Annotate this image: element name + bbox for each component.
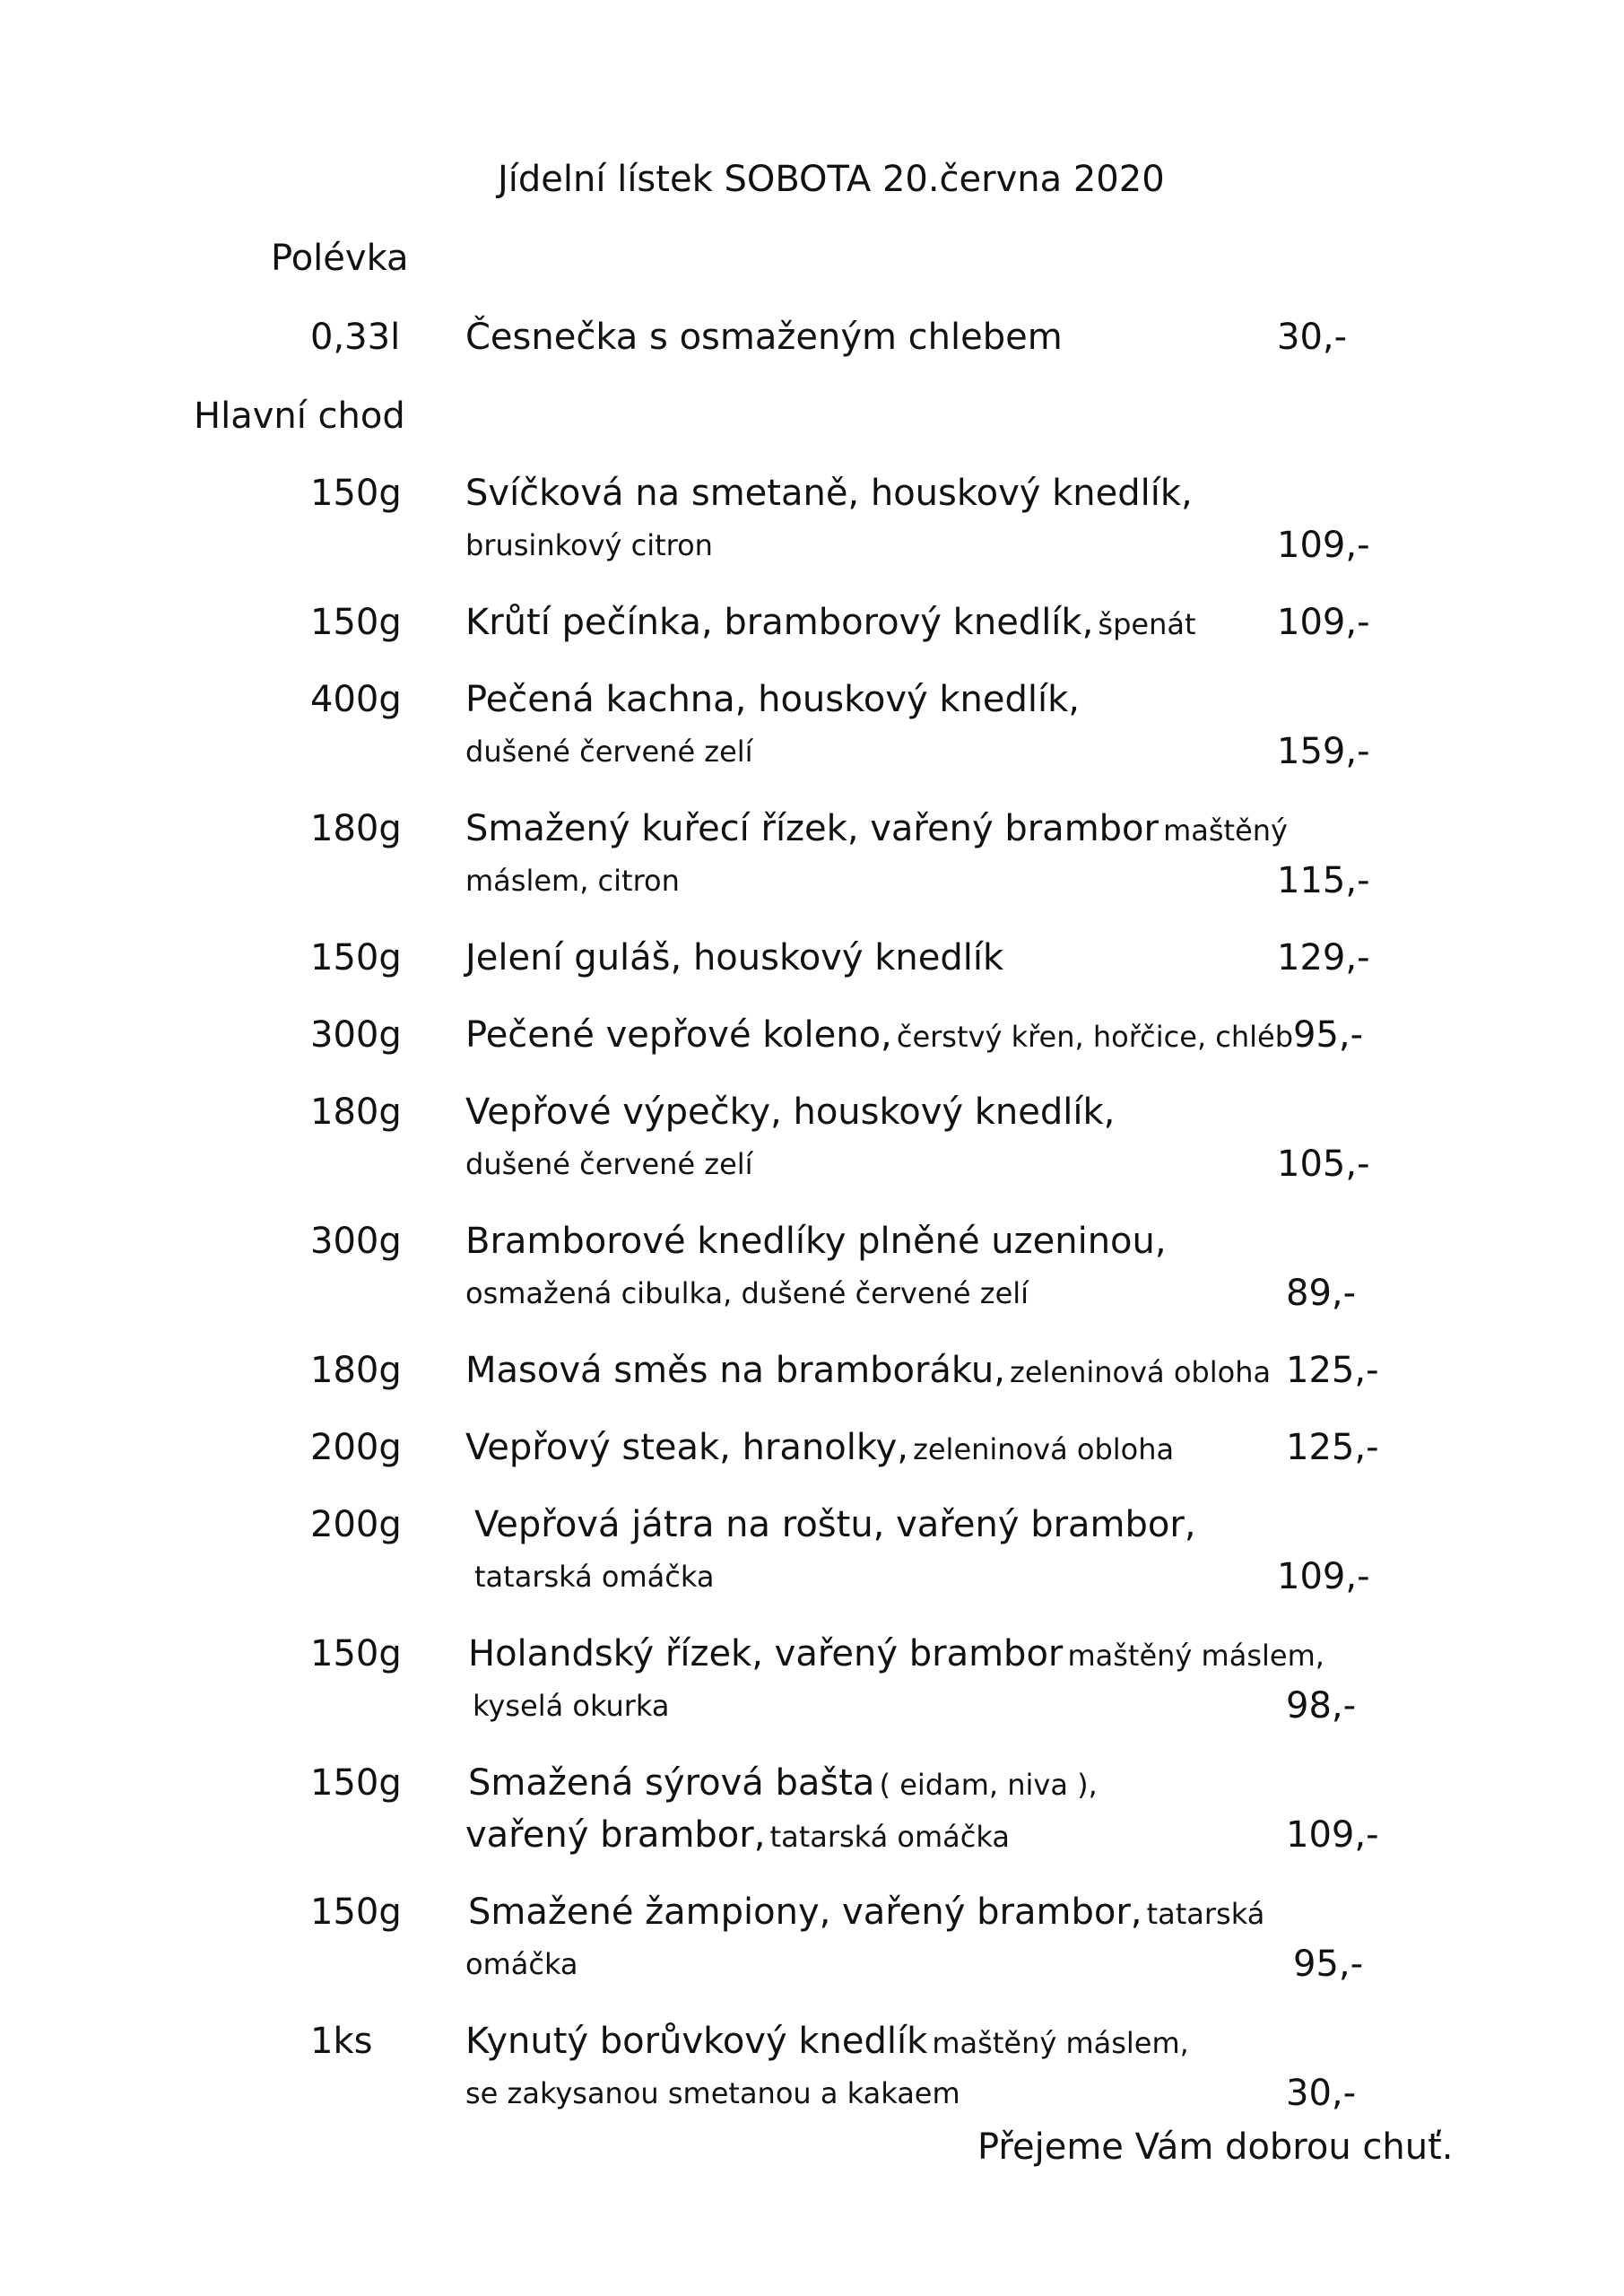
item-side: maštěný máslem, — [1067, 1639, 1324, 1673]
item-name-line — [465, 1350, 1272, 1391]
item-name: Svíčková na smetaně, houskový knedlík, — [465, 473, 1193, 514]
item-portion: 1ks — [310, 2021, 373, 2062]
item-price: 109,- — [1286, 1814, 1379, 1856]
item-portion: 180g — [310, 1091, 402, 1133]
item-name: Smažený kuřecí řízek, vařený brambor — [465, 808, 1159, 849]
item-name: Holandský řízek, vařený brambor — [468, 1633, 1064, 1674]
item-name-line — [465, 602, 1196, 643]
item-name: Vepřová játra na roštu, vařený brambor, — [474, 1504, 1196, 1545]
item-description: tatarská omáčka — [769, 1820, 1010, 1854]
item-price: 109,- — [1277, 525, 1370, 566]
item-portion: 150g — [310, 1892, 402, 1933]
item-name-cont: vařený brambor, — [465, 1814, 766, 1856]
item-name: Pečená kachna, houskový knedlík, — [465, 679, 1080, 720]
item-description-line — [465, 1814, 1010, 1856]
item-portion: 150g — [310, 602, 402, 643]
item-side: špenát — [1098, 607, 1196, 641]
item-name-line — [465, 808, 1288, 849]
item-name: Krůtí pečínka, bramborový knedlík, — [465, 602, 1094, 643]
item-price: 129,- — [1277, 937, 1370, 978]
item-description: se zakysanou smetanou a kakaem — [465, 2076, 960, 2110]
item-name: Masová směs na bramboráku, — [465, 1350, 1005, 1391]
item-price: 109,- — [1277, 602, 1370, 643]
item-portion: 150g — [310, 1762, 402, 1804]
item-name-line — [465, 2021, 1189, 2062]
item-portion: 150g — [310, 1633, 402, 1674]
item-description: kyselá okurka — [473, 1689, 670, 1723]
item-portion: 200g — [310, 1427, 402, 1468]
item-portion: 150g — [310, 473, 402, 514]
item-price: 159,- — [1277, 731, 1370, 772]
item-portion: 300g — [310, 1014, 402, 1056]
item-name: Smažená sýrová bašta — [468, 1762, 875, 1804]
item-side: zeleninová obloha — [913, 1432, 1175, 1466]
item-side: maštěný — [1163, 813, 1288, 848]
item-name-line — [468, 1633, 1324, 1674]
item-price: 95,- — [1293, 1014, 1364, 1056]
item-price: 109,- — [1277, 1556, 1370, 1597]
item-side: ( eidam, niva ), — [879, 1768, 1098, 1802]
main-heading: Hlavní chod — [194, 396, 405, 437]
item-name-line — [468, 1762, 1098, 1804]
item-name: Pečené vepřové koleno, — [465, 1014, 892, 1056]
soup-portion: 0,33l — [310, 317, 401, 358]
item-portion: 400g — [310, 679, 402, 720]
item-price: 30,- — [1286, 2073, 1357, 2114]
closing-message: Přejeme Vám dobrou chuť. — [977, 2126, 1454, 2168]
item-price: 98,- — [1286, 1685, 1357, 1726]
item-description: osmažená cibulka, dušené červené zelí — [465, 1276, 1029, 1310]
item-portion: 180g — [310, 1350, 402, 1391]
soup-price: 30,- — [1277, 317, 1348, 358]
soup-name: Česnečka s osmaženým chlebem — [465, 317, 1063, 358]
menu-title: Jídelní lístek SOBOTA 20.června 2020 — [498, 159, 1165, 200]
soup-heading: Polévka — [271, 238, 409, 279]
item-price: 105,- — [1277, 1144, 1370, 1185]
item-name: Vepřové výpečky, houskový knedlík, — [465, 1091, 1116, 1133]
item-side: maštěný máslem, — [932, 2026, 1189, 2060]
item-name: Jelení guláš, houskový knedlík — [465, 937, 1004, 978]
item-price: 125,- — [1286, 1350, 1379, 1391]
item-name-line — [468, 1892, 1265, 1933]
item-portion: 150g — [310, 937, 402, 978]
item-side: tatarská — [1146, 1897, 1265, 1931]
item-name: Vepřový steak, hranolky, — [465, 1427, 908, 1468]
item-description: brusinkový citron — [465, 528, 713, 562]
item-name-line — [465, 1014, 1294, 1056]
item-price: 95,- — [1293, 1944, 1364, 1985]
item-name: Bramborové knedlíky plněné uzeninou, — [465, 1221, 1167, 1262]
item-name: Smažené žampiony, vařený brambor, — [468, 1892, 1142, 1933]
item-description: tatarská omáčka — [474, 1560, 715, 1594]
item-side: zeleninová obloha — [1010, 1355, 1272, 1389]
item-portion: 200g — [310, 1504, 402, 1545]
item-name: Kynutý borůvkový knedlík — [465, 2021, 928, 2062]
item-price: 125,- — [1286, 1427, 1379, 1468]
item-price: 89,- — [1286, 1273, 1357, 1314]
item-description: omáčka — [465, 1947, 578, 1981]
item-side: čerstvý křen, hořčice, chléb — [896, 1020, 1294, 1054]
item-description: dušené červené zelí — [465, 1147, 753, 1181]
item-portion: 300g — [310, 1221, 402, 1262]
item-price: 115,- — [1277, 860, 1370, 901]
item-name-line — [465, 1427, 1175, 1468]
item-description: máslem, citron — [465, 864, 680, 898]
item-portion: 180g — [310, 808, 402, 849]
item-description: dušené červené zelí — [465, 735, 753, 769]
